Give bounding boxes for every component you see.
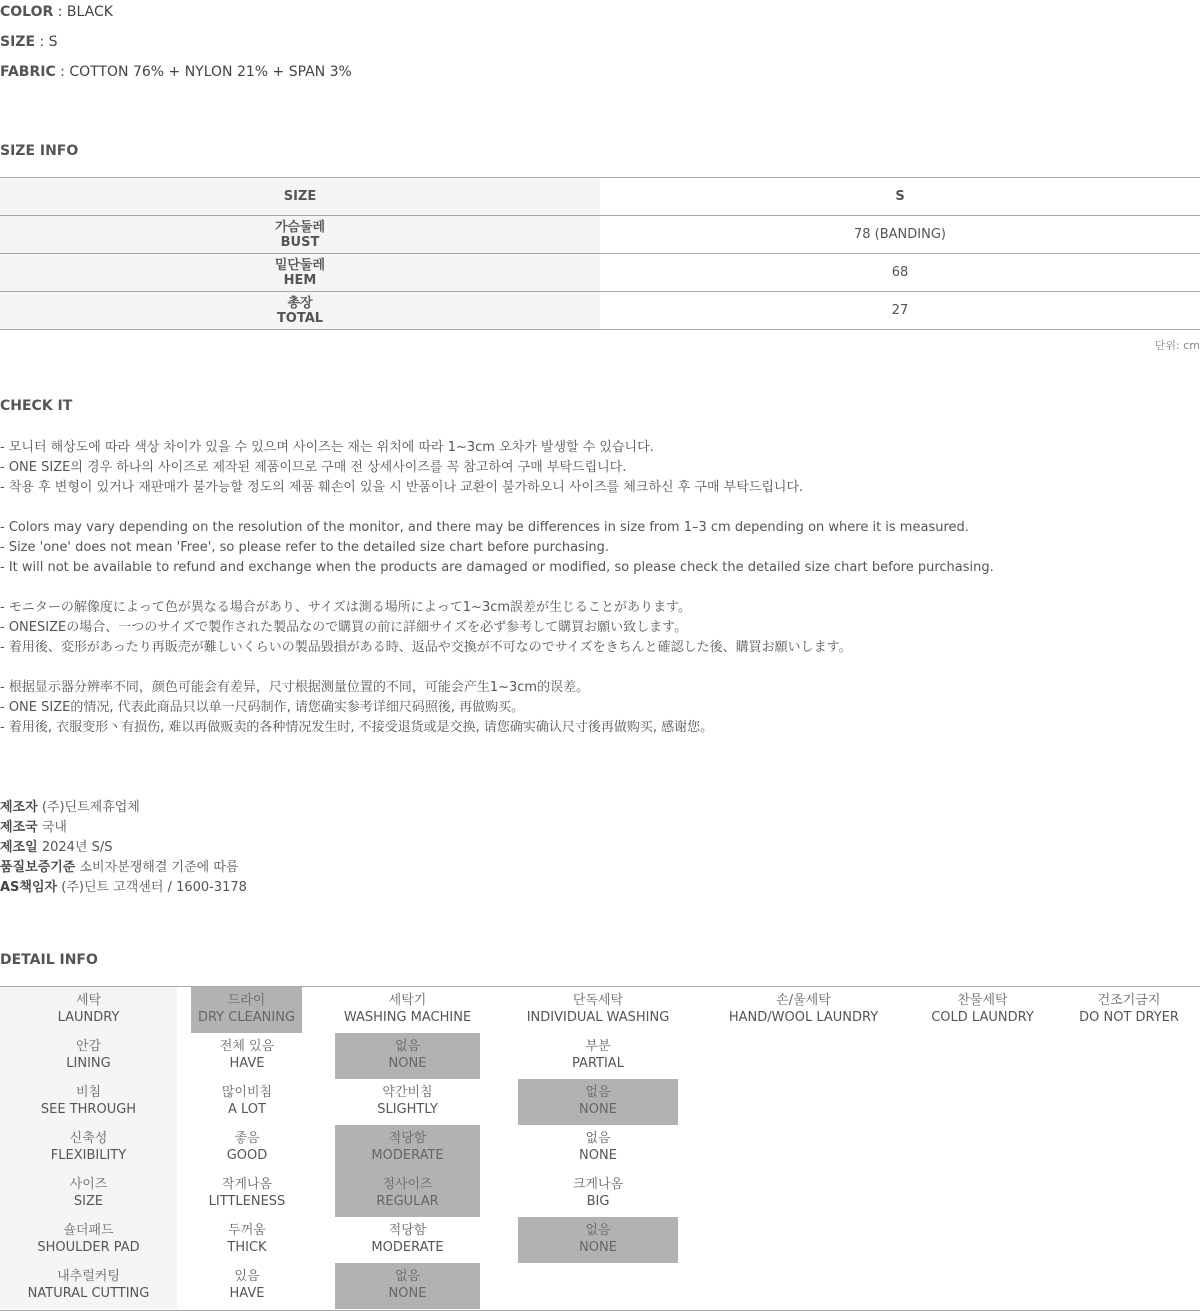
detail-row [0,1263,1200,1309]
detail-option-en: GOOD [226,1148,268,1163]
maker-value: 국내 [37,820,67,835]
detail-option-en: INDIVIDUAL WASHING [526,1010,670,1025]
detail-option-en: LITTLENESS [208,1194,286,1209]
size-row-label-en: HEM [283,272,317,288]
check-it-line: - 모니터 해상도에 따라 색상 차이가 있을 수 있으며 사이즈는 재는 위치에 따라 1~3cm 오차가 발생할 수 있습니다. [0,440,654,455]
detail-label-en: SIZE [73,1194,104,1209]
detail-label-ko: 숄더패드 [63,1223,114,1238]
detail-option-ko: 없음 [585,1085,611,1100]
detail-option-en: MODERATE [371,1240,444,1255]
detail-option [335,1079,480,1125]
detail-option-en: THICK [227,1240,267,1255]
detail-option-en: NONE [579,1240,617,1255]
detail-option-ko: 두꺼움 [228,1223,266,1238]
check-it-title: CHECK IT [0,398,73,414]
check-it-line: - 着用後, 衣服变形丶有损伤, 难以再做贩卖的各种情况发生时, 不接受退货或是交换, 请您确实确认尺寸後再做购买, 感谢您。 [0,720,714,735]
size-row-label-en: TOTAL [276,310,324,326]
check-it-line: - 착용 후 변형이 있거나 재판매가 불가능할 정도의 제품 훼손이 있을 시 반품이나 교환이 불가하오니 사이즈를 체크하신 후 구매 부탁드립니다. [0,480,804,495]
detail-row-label [0,1171,177,1217]
detail-label-en: FLEXIBILITY [50,1148,127,1163]
detail-option-en: HAVE [229,1286,265,1301]
detail-label-ko: 비침 [75,1085,102,1100]
detail-option-ko: 없음 [585,1223,611,1238]
size-table-row [0,254,1200,292]
spec-size-value: : S [35,34,58,50]
detail-row [0,1125,1200,1171]
detail-row [0,1079,1200,1125]
detail-option-ko: 드라이 [227,993,266,1008]
spec-color-value: : BLACK [53,4,113,20]
detail-option-ko: 세탁기 [388,993,427,1008]
detail-label-ko: 세탁 [75,993,102,1008]
detail-option-selected [335,1263,480,1309]
detail-option-ko: 작게나옴 [221,1177,273,1192]
detail-label-en: SEE THROUGH [40,1102,137,1117]
detail-option [177,1217,317,1263]
maker-row [0,858,247,878]
detail-row-label [0,987,177,1033]
detail-option-en: MODERATE [371,1148,444,1163]
detail-option [1058,987,1200,1033]
detail-option [177,1125,317,1171]
detail-option-selected [518,1079,678,1125]
detail-option-selected [518,1217,678,1263]
maker-value: 소비자분쟁해결 기준에 따름 [75,860,239,875]
check-it-line: - It will not be available to refund and exchange when the products are damaged or modified, so please check the detailed size chart before purchasing. [0,560,994,575]
maker-label: 제조일 [0,840,38,855]
detail-option-en: COLD LAUNDRY [931,1010,1034,1025]
size-row-label-ko: 밑단둘레 [274,257,326,273]
size-row-label [0,292,600,330]
detail-option-ko: 단독세탁 [572,993,624,1008]
detail-option-en: DO NOT DRYER [1079,1010,1179,1025]
detail-row [0,1171,1200,1217]
detail-option-selected [335,1125,480,1171]
size-row-label-ko: 총장 [287,295,313,311]
size-header-value: S [600,178,1200,216]
maker-row [0,878,247,898]
check-it-notes [0,438,994,758]
detail-option [177,1033,317,1079]
maker-value: (주)딘트 고객센터 / 1600-3178 [57,880,247,895]
size-row-value: 78 (BANDING) [600,216,1200,254]
check-it-line: - 着用後、変形があったり再販売が難しいくらいの製品毀損がある時、返品や交換が不可なのでサイズをきちんと確認した後、購買お願いします。 [0,640,852,655]
detail-label-ko: 신축성 [69,1131,108,1146]
detail-option-ko: 크게나옴 [572,1177,624,1192]
detail-option [518,1033,678,1079]
check-it-paragraph-ja [0,598,994,658]
detail-option-ko: 적당함 [388,1131,427,1146]
check-it-line: - ONESIZEの場合、一つのサイズで製作された製品なので購買の前に詳細サイズを必ず参考して購買お願い致します。 [0,620,688,635]
detail-option [710,987,897,1033]
size-row-label-en: BUST [280,234,320,250]
detail-option-ko: 없음 [394,1269,421,1284]
detail-label-en: NATURAL CUTTING [27,1286,150,1301]
size-row-label [0,216,600,254]
detail-option-en: A LOT [228,1102,266,1117]
detail-option-en: BIG [586,1194,610,1209]
detail-option-ko: 정사이즈 [382,1177,433,1192]
detail-option-ko: 약간비침 [382,1085,433,1100]
maker-row [0,798,247,818]
detail-option-en: PARTIAL [572,1056,624,1071]
detail-option-en: NONE [579,1102,617,1117]
detail-option-ko: 적당함 [388,1223,427,1238]
detail-option [177,1171,317,1217]
maker-label: AS책임자 [0,880,58,895]
spec-fabric [0,64,352,80]
spec-fabric-label: FABRIC [0,64,56,80]
detail-option-en: NONE [579,1148,617,1163]
detail-label-en: LINING [66,1056,111,1071]
maker-label: 품질보증기준 [0,860,76,875]
detail-row [0,987,1200,1033]
detail-option-ko: 손/울세탁 [776,993,831,1008]
spec-size-label: SIZE [0,34,36,50]
detail-option-en: SLIGHTLY [377,1102,438,1117]
detail-option [335,987,480,1033]
maker-label: 제조국 [0,820,38,835]
detail-row [0,1033,1200,1079]
detail-option-en: HAND/WOOL LAUNDRY [728,1010,879,1025]
detail-option-en: HAVE [229,1056,265,1071]
detail-option-en: NONE [388,1286,427,1301]
detail-info-title: DETAIL INFO [0,952,98,968]
size-header-label: SIZE [0,178,600,216]
detail-option-ko: 부분 [585,1039,611,1054]
check-it-paragraph-ko [0,438,994,498]
size-row-value: 68 [600,254,1200,292]
maker-label: 제조자 [0,800,38,815]
detail-option [177,1263,317,1309]
detail-label-ko: 안감 [75,1039,102,1054]
detail-option-ko: 없음 [585,1131,611,1146]
spec-color-label: COLOR [0,4,54,20]
detail-option-ko: 전체 있음 [219,1039,275,1054]
check-it-paragraph-zh [0,678,994,738]
check-it-line: - ONE SIZE의 경우 하나의 사이즈로 제작된 제품이므로 구매 전 상세사이즈를 꼭 참고하여 구매 부탁드립니다. [0,460,627,475]
size-unit-note: 단위: cm [1154,339,1200,352]
spec-size [0,34,58,50]
check-it-line: - モニターの解像度によって色が異なる場合があり、サイズは測る場所によって1~3cm誤差が生じることがあります。 [0,600,691,615]
detail-row-label [0,1033,177,1079]
maker-value: 2024년 S/S [37,840,113,855]
detail-row [0,1217,1200,1263]
detail-option [335,1217,480,1263]
detail-option [910,987,1055,1033]
size-table [0,177,1200,330]
detail-table [0,986,1200,1311]
detail-label-en: SHOULDER PAD [37,1240,140,1255]
maker-value: (주)딘트제휴업체 [37,800,140,815]
detail-label-ko: 내추럴커팅 [57,1269,120,1284]
detail-option [518,987,678,1033]
detail-option-ko: 건조기금지 [1097,993,1161,1008]
size-table-row [0,292,1200,330]
size-row-label [0,254,600,292]
detail-option-ko: 좋음 [234,1131,260,1146]
detail-option-selected [191,987,302,1033]
detail-option-en: NONE [388,1056,427,1071]
size-table-row [0,216,1200,254]
size-info-title: SIZE INFO [0,143,79,159]
check-it-line: - ONE SIZE的情况, 代表此商品只以单一尺码制作, 请您确实参考详细尺码照後, 再做购买。 [0,700,525,715]
detail-option [518,1171,678,1217]
check-it-line: - 根据显示器分辨率不同，颜色可能会有差异，尺寸根据测量位置的不同，可能会产生1~3cm的误差。 [0,680,590,695]
maker-row [0,818,247,838]
check-it-paragraph-en [0,518,994,578]
detail-option-ko: 많이비침 [221,1085,273,1100]
detail-option-selected [335,1171,480,1217]
size-table-header-row [0,178,1200,216]
detail-row-label [0,1079,177,1125]
check-it-line: - Size 'one' does not mean 'Free', so please refer to the detailed size chart before purchasing. [0,540,610,555]
detail-row-label [0,1125,177,1171]
spec-color [0,4,113,20]
size-row-value: 27 [600,292,1200,330]
size-row-label-ko: 가슴둘레 [274,219,326,235]
detail-option-en: WASHING MACHINE [343,1010,472,1025]
detail-option-ko: 있음 [234,1269,260,1284]
detail-option-en: DRY CLEANING [197,1010,296,1025]
detail-label-en: LAUNDRY [57,1010,120,1025]
check-it-line: - Colors may vary depending on the resolution of the monitor, and there may be differences in size from 1–3 cm depending on where it is measured. [0,520,969,535]
spec-fabric-value: : COTTON 76% + NYLON 21% + SPAN 3% [55,64,352,80]
detail-row-label [0,1217,177,1263]
detail-option-en: REGULAR [376,1194,439,1209]
detail-option-ko: 없음 [394,1039,421,1054]
detail-option [518,1125,678,1171]
detail-row-label [0,1263,177,1309]
detail-option-ko: 찬물세탁 [957,993,1008,1008]
detail-option [177,1079,317,1125]
detail-option-selected [335,1033,480,1079]
maker-info [0,798,247,898]
maker-row [0,838,247,858]
detail-label-ko: 사이즈 [69,1177,108,1192]
